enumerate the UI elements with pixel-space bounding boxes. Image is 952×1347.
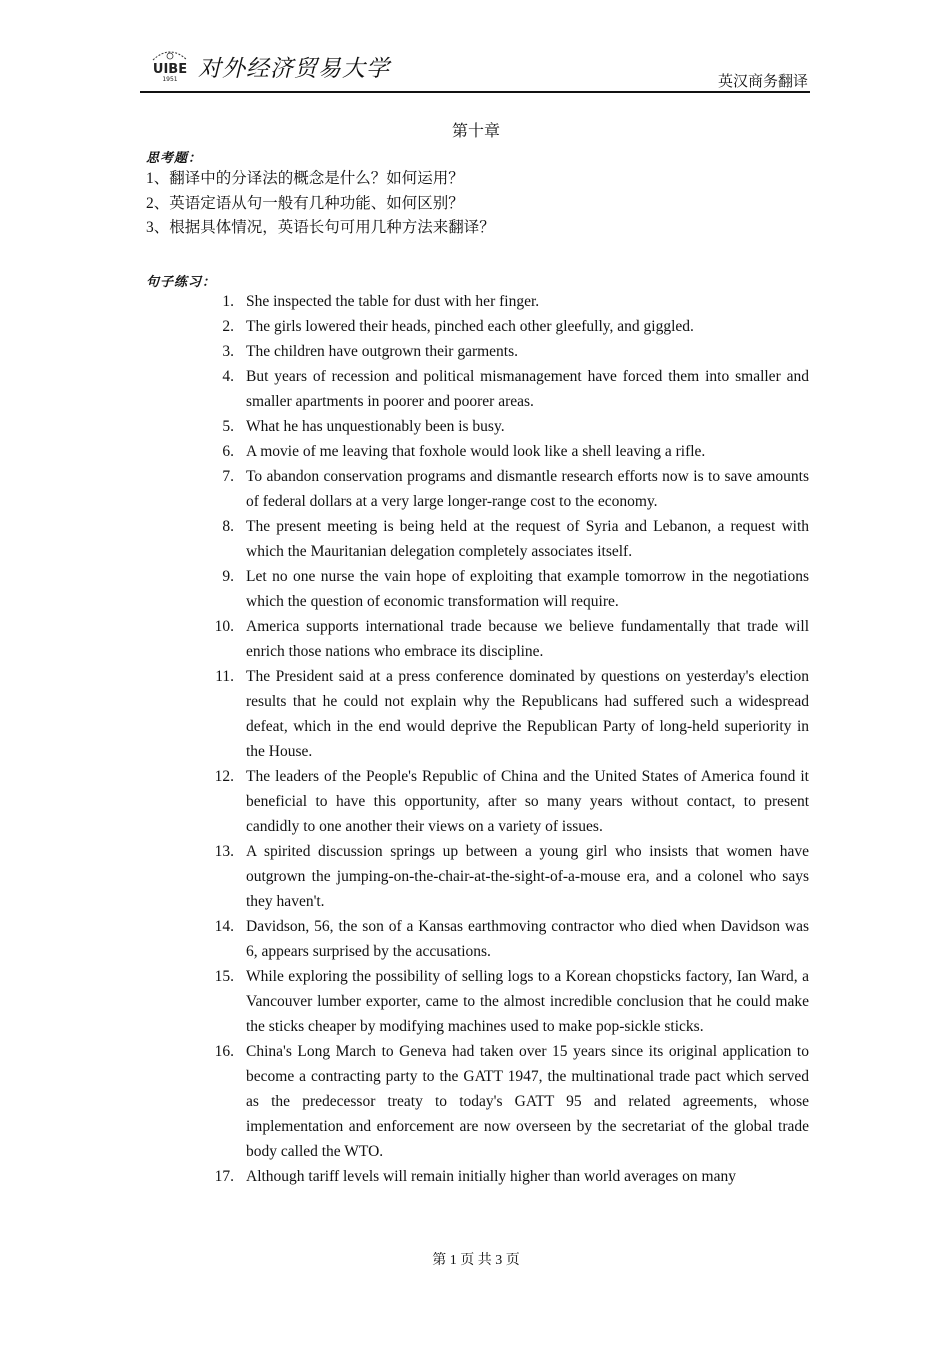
exercise-item: [222, 414, 809, 439]
exercise-text: A movie of me leaving that foxhole would look like a shell leaving a rifle.: [246, 443, 706, 460]
exercise-text: China's Long March to Geneva had taken over 15 years since its original application to become a contracting party to the GATT 1947, the multinational trade pact which served as the predecessor treaty to today's GATT 95 and related agreements, whose implementation and enforcement are now overseen by the secretariat of the global trade body called the WTO.: [246, 1043, 809, 1160]
exercise-number: 7.: [222, 468, 234, 485]
exercise-text: Although tariff levels will remain initially higher than world averages on many: [246, 1168, 736, 1185]
exercise-item: [222, 564, 809, 614]
page-header: [140, 36, 810, 94]
question-item: 2、英语定语从句一般有几种功能、如何区别？: [146, 194, 464, 212]
course-title: 英汉商务翻译: [717, 72, 808, 90]
university-name: 对外经济贸易大学: [198, 56, 390, 82]
exercise-item: [222, 514, 809, 564]
chapter-title: 第十章: [451, 123, 500, 140]
exercise-item: [214, 614, 809, 664]
exercise-number: 1.: [222, 293, 234, 310]
exercises-list: [214, 289, 809, 1189]
exercise-item: [214, 964, 809, 1039]
exercise-number: 3.: [222, 343, 234, 360]
exercise-number: 5.: [222, 418, 234, 435]
svg-text:1951: 1951: [162, 76, 178, 82]
exercise-text: Let no one nurse the vain hope of exploiting that example tomorrow in the negotiations which the question of economic transformation will require.: [246, 568, 809, 610]
question-item: 1、翻译中的分译法的概念是什么？如何运用？: [146, 170, 464, 187]
exercise-text: The present meeting is being held at the request of Syria and Lebanon, a request with which the Mauritanian delegation completely associates itself.: [246, 518, 809, 560]
exercise-number: 13.: [214, 843, 234, 860]
exercise-text: To abandon conservation programs and dismantle research efforts now is to save amounts of federal dollars at a very large longer-range cost to the economy.: [246, 468, 809, 510]
exercise-number: 10.: [214, 618, 234, 635]
header-divider: [140, 91, 810, 93]
exercise-item: [222, 289, 809, 314]
exercise-item: [222, 314, 809, 339]
university-logo: [145, 42, 195, 82]
exercise-text: The children have outgrown their garments.: [246, 343, 519, 360]
exercise-number: 2.: [222, 318, 234, 335]
exercise-number: 17.: [214, 1168, 234, 1185]
question-item: 3、根据具体情况，英语长句可用几种方法来翻译？: [146, 219, 495, 236]
exercise-item: [214, 1039, 809, 1164]
exercise-text: America supports international trade because we believe fundamentally that trade will enrich those nations who embrace its discipline.: [246, 618, 809, 660]
exercise-item: [214, 1164, 809, 1189]
exercise-text: But years of recession and political mismanagement have forced them into smaller and smaller apartments in poorer and poorer areas.: [246, 368, 809, 410]
exercise-number: 14.: [214, 918, 234, 935]
exercise-text: A spirited discussion springs up between a young girl who insists that women have outgrown the jumping-on-the-chair-at-the-sight-of-a-mouse era, and a colonel who says they haven't.: [246, 843, 809, 910]
exercise-number: 9.: [222, 568, 234, 585]
exercise-text: She inspected the table for dust with her finger.: [246, 293, 540, 310]
exercise-number: 12.: [214, 768, 234, 785]
exercise-item: [222, 364, 809, 414]
exercise-item: [214, 764, 809, 839]
exercise-number: 11.: [215, 668, 234, 685]
exercise-item: [214, 839, 809, 914]
exercise-number: 16.: [214, 1043, 234, 1060]
exercise-number: 6.: [222, 443, 234, 460]
exercise-text: The President said at a press conference dominated by questions on yesterday's election results that he could not explain why the Republicans had suffered such a widespread defeat, which in the end would deprive the Republican Party of long-held superiority in the House.: [246, 668, 809, 760]
exercise-item: [215, 664, 809, 764]
exercise-number: 4.: [222, 368, 234, 385]
questions-heading: 思考题：: [146, 151, 203, 166]
exercises-heading: 句子练习：: [146, 275, 217, 290]
exercise-item: [214, 914, 809, 964]
exercise-number: 8.: [222, 518, 234, 535]
exercise-item: [222, 339, 809, 364]
exercise-text: The girls lowered their heads, pinched each other gleefully, and giggled.: [246, 318, 694, 335]
exercise-item: [222, 439, 809, 464]
exercise-text: What he has unquestionably been is busy.: [246, 418, 505, 435]
exercise-text: While exploring the possibility of selling logs to a Korean chopsticks factory, Ian Ward, a Vancouver lumber exporter, came to the almost incredible conclusion that he could make the sticks cheaper by modifying machines used to make pop-sickle sticks.: [246, 968, 809, 1035]
questions-list: [146, 167, 495, 241]
exercise-number: 15.: [214, 968, 234, 985]
exercise-text: The leaders of the People's Republic of China and the United States of America found it beneficial to have this opportunity, after so many years without contact, to present candidly to one another their views on a variety of issues.: [246, 768, 809, 835]
exercise-text: Davidson, 56, the son of a Kansas earthmoving contractor who died when Davidson was 6, appears surprised by the accusations.: [246, 918, 809, 960]
exercise-item: [222, 464, 809, 514]
page-footer: 第 1 页 共 3 页: [432, 1253, 520, 1268]
svg-text:UIBE: UIBE: [152, 62, 188, 77]
